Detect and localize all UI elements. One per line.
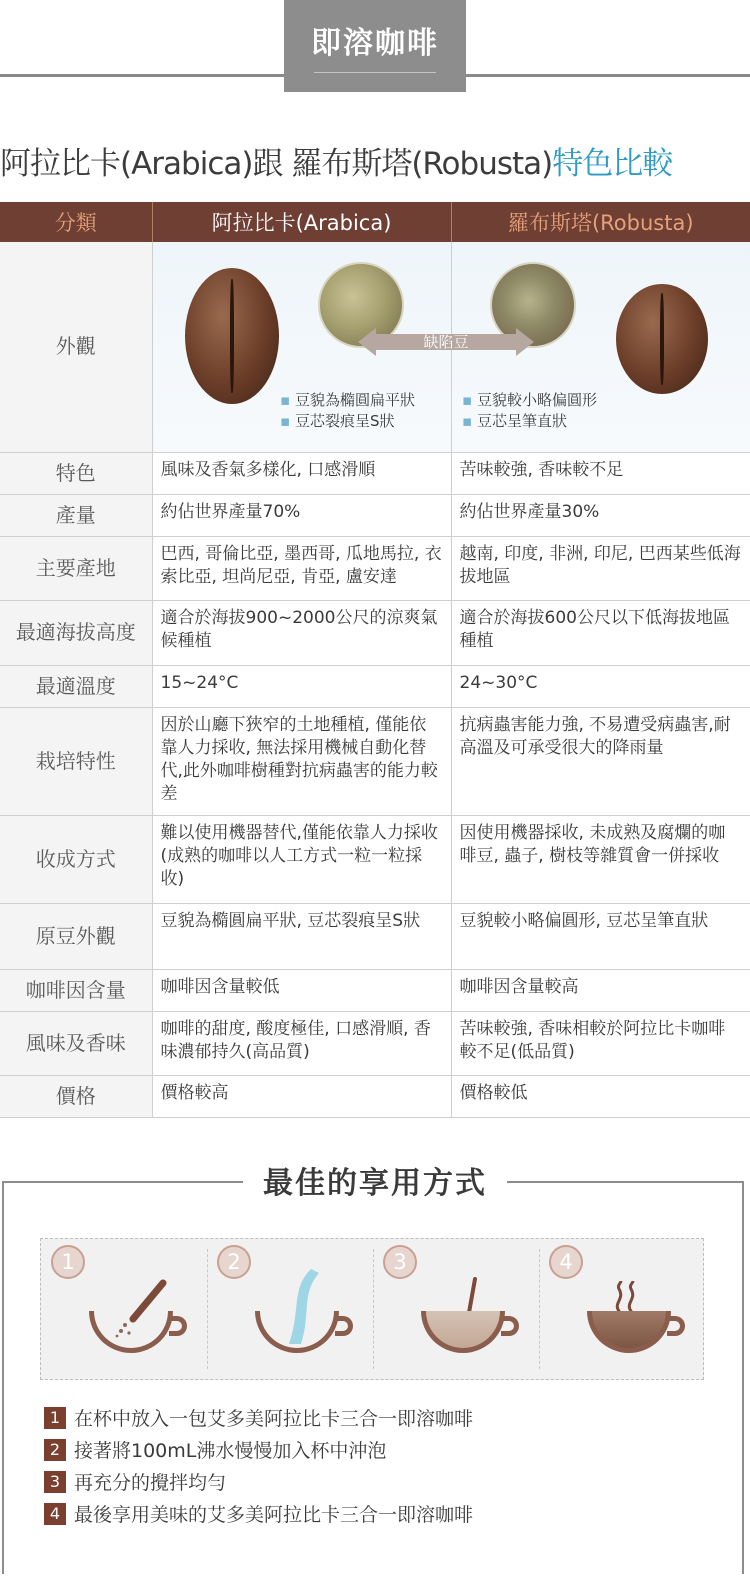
- instruction-item: [44, 1502, 473, 1528]
- list-item: ▪ 豆貌為橢圓扁平狀: [280, 390, 415, 411]
- instruction-text: 最後享用美味的艾多美阿拉比卡三合一即溶咖啡: [74, 1504, 474, 1526]
- section-banner: [284, 0, 466, 92]
- step-1-illustration: [41, 1239, 207, 1379]
- banner-underline: [314, 72, 436, 73]
- arabica-value: 風味及香氣多樣化, 口感滑順: [152, 452, 451, 494]
- list-item: ▪ 豆芯裂痕呈S狀: [280, 411, 415, 432]
- step-3-illustration: [373, 1239, 539, 1379]
- header-category: 分類: [0, 202, 152, 242]
- instruction-item: [44, 1406, 473, 1432]
- instruction-text: 在杯中放入一包艾多美阿拉比卡三合一即溶咖啡: [74, 1408, 474, 1430]
- comparison-heading-accent: 特色比較: [552, 146, 673, 182]
- robusta-roasted-bean-image: [616, 284, 708, 394]
- defect-beans-arrow: [358, 328, 534, 356]
- best-way-title: 最佳的享用方式: [243, 1163, 507, 1205]
- table-row: [0, 1075, 750, 1117]
- header-robusta: 羅布斯塔(Robusta): [451, 202, 750, 242]
- arabica-roasted-bean-image: [185, 268, 279, 404]
- step-2-illustration: [207, 1239, 373, 1379]
- row-category: 主要產地: [0, 536, 152, 600]
- table-row: [0, 1011, 750, 1075]
- arabica-value: 因於山廳下狹窄的土地種植, 僅能依靠人力採收, 無法採用機械自動化替代,此外咖啡樹種對抗病蟲害的能力較差: [152, 707, 451, 815]
- table-header-row: [0, 202, 750, 242]
- step-4-illustration: [539, 1239, 705, 1379]
- robusta-value: 苦味較強, 香味較不足: [451, 452, 750, 494]
- row-category: 外觀: [0, 242, 152, 452]
- arabica-value: 15~24°C: [152, 665, 451, 707]
- robusta-value: 約佔世界產量30%: [451, 494, 750, 536]
- cup-handle-icon: [335, 1316, 353, 1336]
- row-category: 風味及香味: [0, 1011, 152, 1075]
- table-row: [0, 969, 750, 1011]
- robusta-value: 價格較低: [451, 1075, 750, 1117]
- robusta-value: 因使用機器採收, 未成熟及腐爛的咖啡豆, 蟲子, 樹枝等雜質會一併採收: [451, 815, 750, 903]
- row-category: 咖啡因含量: [0, 969, 152, 1011]
- row-category: 原豆外觀: [0, 903, 152, 969]
- table-row: [0, 815, 750, 903]
- table-row: [0, 600, 750, 665]
- table-row: [0, 665, 750, 707]
- robusta-value: 抗病蟲害能力強, 不易遭受病蟲害,耐高溫及可承受很大的降雨量: [451, 707, 750, 815]
- arabica-value: 約佔世界產量70%: [152, 494, 451, 536]
- instruction-number: 1: [44, 1407, 66, 1429]
- arabica-value: 咖啡的甜度, 酸度極佳, 口感滑順, 香味濃郁持久(高品質): [152, 1011, 451, 1075]
- steps-illustration-panel: [40, 1238, 704, 1380]
- arabica-value: 豆貌為橢圓扁平狀, 豆芯裂痕呈S狀: [152, 903, 451, 969]
- table-row: [0, 707, 750, 815]
- comparison-heading: [0, 138, 750, 182]
- step-number-badge: 2: [217, 1245, 251, 1279]
- steam-icon: [611, 1281, 641, 1313]
- instruction-text: 再充分的攪拌均勻: [74, 1472, 227, 1494]
- row-category: 最適海拔高度: [0, 600, 152, 665]
- row-category: 收成方式: [0, 815, 152, 903]
- step-number-badge: 4: [549, 1245, 583, 1279]
- robusta-value: 適合於海拔600公尺以下低海拔地區種植: [451, 600, 750, 665]
- instruction-item: [44, 1438, 386, 1464]
- instruction-item: [44, 1470, 226, 1496]
- instruction-number: 2: [44, 1439, 66, 1461]
- instruction-number: 4: [44, 1503, 66, 1525]
- cup-handle-icon: [667, 1316, 685, 1336]
- robusta-value: 24~30°C: [451, 665, 750, 707]
- banner-title: 即溶咖啡: [311, 26, 439, 61]
- comparison-heading-main: 阿拉比卡(Arabica)跟 羅布斯塔(Robusta): [0, 146, 553, 182]
- instruction-text: 接著將100mL沸水慢慢加入杯中沖泡: [74, 1440, 387, 1462]
- robusta-value: 越南, 印度, 非洲, 印尼, 巴西某些低海拔地區: [451, 536, 750, 600]
- robusta-value: 苦味較強, 香味相較於阿拉比卡咖啡較不足(低品質): [451, 1011, 750, 1075]
- row-category: 價格: [0, 1075, 152, 1117]
- step-number-badge: 3: [383, 1245, 417, 1279]
- table-row: [0, 494, 750, 536]
- row-category: 特色: [0, 452, 152, 494]
- header-arabica: 阿拉比卡(Arabica): [152, 202, 451, 242]
- robusta-value: 豆貌較小略偏圓形, 豆芯呈筆直狀: [451, 903, 750, 969]
- list-item: ▪ 豆貌較小略偏圓形: [462, 390, 597, 411]
- cup-icon: [255, 1311, 339, 1353]
- instruction-number: 3: [44, 1471, 66, 1493]
- step-number-badge: 1: [51, 1245, 85, 1279]
- arabica-appearance-bullets: [280, 390, 415, 432]
- row-category: 最適溫度: [0, 665, 152, 707]
- row-category: 栽培特性: [0, 707, 152, 815]
- cup-handle-icon: [169, 1316, 187, 1336]
- cup-icon: [89, 1311, 173, 1353]
- defect-beans-label: 缺陷豆: [423, 333, 469, 351]
- arabica-value: 適合於海拔900~2000公尺的涼爽氣候種植: [152, 600, 451, 665]
- arabica-value: 難以使用機器替代,僅能依靠人力採收(成熟的咖啡以人工方式一粒一粒採收): [152, 815, 451, 903]
- robusta-value: 咖啡因含量較高: [451, 969, 750, 1011]
- table-row: [0, 452, 750, 494]
- cup-icon: [421, 1311, 505, 1353]
- cup-icon: [587, 1311, 671, 1353]
- list-item: ▪ 豆芯呈筆直狀: [462, 411, 597, 432]
- robusta-appearance-bullets: [462, 390, 597, 432]
- row-category: 產量: [0, 494, 152, 536]
- arabica-value: 巴西, 哥倫比亞, 墨西哥, 瓜地馬拉, 衣索比亞, 坦尚尼亞, 肯亞, 盧安達: [152, 536, 451, 600]
- cup-handle-icon: [501, 1316, 519, 1336]
- table-row: [0, 903, 750, 969]
- arabica-value: 價格較高: [152, 1075, 451, 1117]
- table-row: [0, 536, 750, 600]
- arabica-value: 咖啡因含量較低: [152, 969, 451, 1011]
